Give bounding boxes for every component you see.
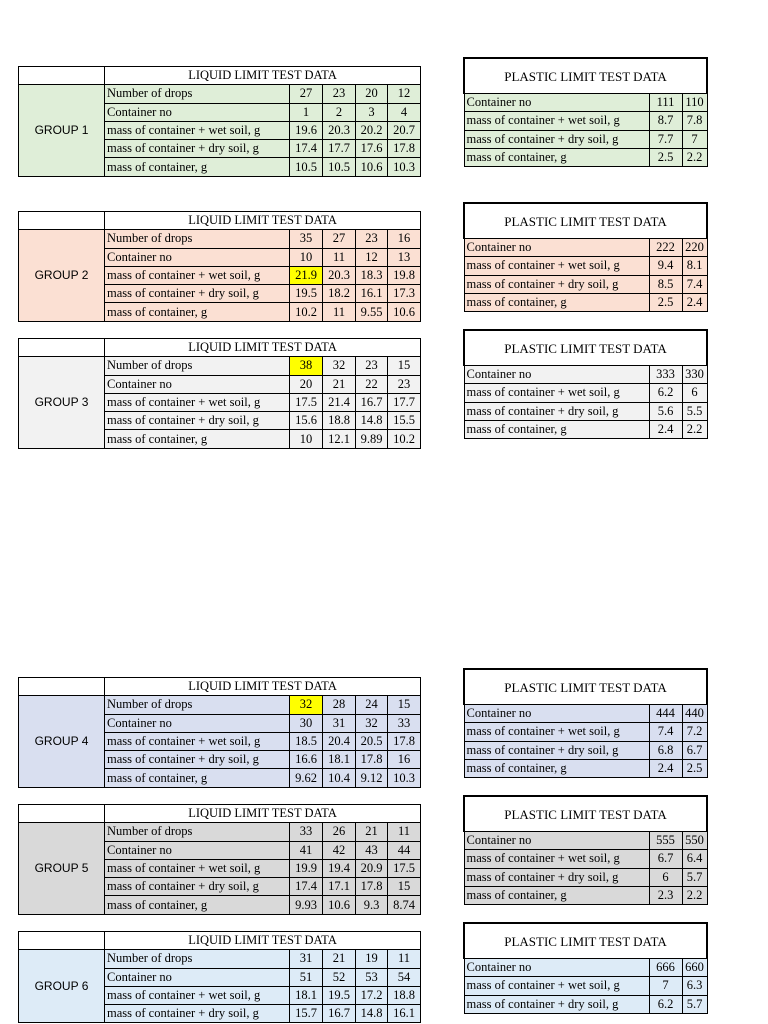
liquid-limit-title[interactable]: LIQUID LIMIT TEST DATA [105,339,421,357]
value-cell[interactable]: 16.7 [323,1005,356,1023]
group-name[interactable]: GROUP 3 [19,357,105,448]
row-label[interactable]: mass of container + wet soil, g [105,859,290,877]
value-cell[interactable]: 15 [388,696,421,714]
value-cell[interactable]: 222 [649,239,682,257]
value-cell[interactable]: 15 [388,357,421,375]
value-cell[interactable]: 8.7 [649,112,682,130]
value-cell[interactable]: 42 [323,841,356,859]
value-cell[interactable]: 54 [388,968,421,986]
row-label[interactable]: Container no [464,94,649,112]
value-cell[interactable]: 20 [290,375,323,393]
value-cell[interactable]: 20.7 [388,121,421,139]
row-label[interactable]: mass of container + dry soil, g [464,741,649,759]
value-cell[interactable]: 31 [290,950,323,968]
value-cell[interactable]: 9.12 [356,769,388,787]
row-label[interactable]: mass of container, g [105,769,290,787]
value-cell[interactable]: 5.6 [649,402,682,420]
value-cell[interactable]: 21 [356,823,388,841]
plastic-limit-table [463,795,708,905]
value-cell[interactable]: 15 [388,878,421,896]
liquid-limit-table [18,66,421,177]
value-cell[interactable]: 16 [388,230,421,248]
row-label[interactable]: mass of container + wet soil, g [464,384,649,402]
value-cell[interactable]: 20.4 [323,732,356,750]
value-cell[interactable]: 51 [290,968,323,986]
liquid-limit-table [18,931,421,1023]
value-cell[interactable]: 19.8 [388,266,421,284]
value-cell[interactable]: 17.3 [388,285,421,303]
row-label[interactable]: mass of container + dry soil, g [105,285,290,303]
value-cell[interactable]: 52 [323,968,356,986]
row-label[interactable]: Number of drops [105,696,290,714]
row-label[interactable]: mass of container, g [464,886,649,904]
value-cell[interactable]: 2.4 [682,293,707,311]
row-label[interactable]: Container no [105,841,290,859]
value-cell[interactable]: 2.5 [682,759,707,777]
value-cell[interactable]: 18.2 [323,285,356,303]
row-label[interactable]: Number of drops [105,230,290,248]
value-cell[interactable]: 16.7 [356,393,388,411]
value-cell[interactable]: 19.9 [290,859,323,877]
row-label[interactable]: mass of container, g [105,430,290,448]
value-cell[interactable]: 2.4 [649,759,682,777]
value-cell[interactable]: 18.3 [356,266,388,284]
value-cell[interactable]: 12.1 [323,430,356,448]
value-cell[interactable]: 18.5 [290,732,323,750]
blank-cell[interactable] [19,212,105,230]
liquid-limit-title[interactable]: LIQUID LIMIT TEST DATA [105,212,421,230]
value-cell[interactable]: 8.1 [682,257,707,275]
value-cell[interactable]: 17.6 [356,140,388,158]
value-cell[interactable]: 2.4 [649,420,682,438]
row-label[interactable]: mass of container + dry soil, g [105,412,290,430]
row-label[interactable]: mass of container, g [464,420,649,438]
value-cell[interactable]: 20.5 [356,732,388,750]
value-cell[interactable]: 2.3 [649,886,682,904]
value-cell[interactable]: 660 [682,959,707,977]
value-cell[interactable]: 5.7 [682,868,707,886]
plastic-limit-title[interactable]: PLASTIC LIMIT TEST DATA [464,203,707,239]
value-cell[interactable]: 17.8 [356,751,388,769]
value-cell[interactable]: 6.3 [682,977,707,995]
value-cell[interactable]: 12 [356,248,388,266]
value-cell[interactable]: 11 [388,950,421,968]
value-cell[interactable]: 23 [388,375,421,393]
row-label[interactable]: mass of container + dry soil, g [464,868,649,886]
row-label[interactable]: mass of container + wet soil, g [464,850,649,868]
value-cell[interactable]: 10 [290,430,323,448]
row-label[interactable]: mass of container, g [464,148,649,166]
plastic-limit-table [463,329,708,439]
row-label[interactable]: Container no [464,366,649,384]
value-cell[interactable]: 44 [388,841,421,859]
value-cell[interactable]: 6.7 [649,850,682,868]
blank-cell[interactable] [19,678,105,696]
group-name[interactable]: GROUP 1 [19,85,105,176]
value-cell[interactable]: 18.1 [323,751,356,769]
plastic-limit-table [463,202,708,312]
value-cell[interactable]: 20.3 [323,266,356,284]
value-cell[interactable]: 17.1 [323,878,356,896]
liquid-limit-table [18,804,421,915]
value-cell[interactable]: 16.1 [388,1005,421,1023]
value-cell[interactable]: 31 [323,714,356,732]
row-label[interactable]: mass of container + dry soil, g [464,402,649,420]
value-cell[interactable]: 16.1 [356,285,388,303]
plastic-limit-table [463,668,708,778]
value-cell[interactable]: 19.4 [323,859,356,877]
value-cell[interactable]: 2.2 [682,420,707,438]
value-cell[interactable]: 555 [649,832,682,850]
value-cell[interactable]: 11 [388,823,421,841]
plastic-limit-table [463,57,708,167]
value-cell[interactable]: 550 [682,832,707,850]
group-name[interactable]: GROUP 2 [19,230,105,321]
value-cell[interactable]: 6.8 [649,741,682,759]
row-label[interactable]: Container no [105,714,290,732]
value-cell[interactable]: 17.4 [290,140,323,158]
value-cell[interactable]: 111 [649,94,682,112]
value-cell[interactable]: 17.8 [388,732,421,750]
value-cell[interactable]: 16 [388,751,421,769]
value-cell[interactable]: 7 [649,977,682,995]
value-cell[interactable]: 17.2 [356,986,388,1004]
value-cell[interactable]: 7.8 [682,112,707,130]
value-cell[interactable]: 330 [682,366,707,384]
value-cell[interactable]: 7 [682,130,707,148]
row-label[interactable]: mass of container, g [105,303,290,321]
blank-cell[interactable] [19,339,105,357]
group-name[interactable]: GROUP 5 [19,823,105,914]
value-cell[interactable]: 2.2 [682,886,707,904]
value-cell[interactable]: 10.5 [323,158,356,176]
value-cell[interactable]: 5.5 [682,402,707,420]
value-cell[interactable]: 7.4 [682,275,707,293]
liquid-limit-title[interactable]: LIQUID LIMIT TEST DATA [105,932,421,950]
value-cell[interactable]: 220 [682,239,707,257]
group-name[interactable]: GROUP 6 [19,950,105,1023]
value-cell[interactable]: 11 [323,303,356,321]
value-cell[interactable]: 6.4 [682,850,707,868]
value-cell[interactable]: 4 [388,103,421,121]
value-cell[interactable]: 6 [649,868,682,886]
row-label[interactable]: Container no [464,705,649,723]
plastic-limit-title[interactable]: PLASTIC LIMIT TEST DATA [464,923,707,959]
value-cell[interactable]: 18.8 [388,986,421,1004]
value-cell[interactable]: 9.3 [356,896,388,914]
value-cell[interactable]: 15.6 [290,412,323,430]
value-cell[interactable]: 19.5 [290,285,323,303]
row-label[interactable]: mass of container + wet soil, g [464,112,649,130]
value-cell[interactable]: 17.4 [290,878,323,896]
value-cell[interactable]: 22 [356,375,388,393]
row-label[interactable]: mass of container + dry soil, g [105,878,290,896]
value-cell[interactable]: 9.62 [290,769,323,787]
row-label[interactable]: mass of container + wet soil, g [105,393,290,411]
value-cell[interactable]: 10.4 [323,769,356,787]
row-label[interactable]: Number of drops [105,357,290,375]
row-label[interactable]: mass of container + wet soil, g [464,977,649,995]
value-cell[interactable]: 20.9 [356,859,388,877]
liquid-limit-title[interactable]: LIQUID LIMIT TEST DATA [105,678,421,696]
value-cell[interactable]: 24 [356,696,388,714]
value-cell[interactable]: 27 [323,230,356,248]
value-cell[interactable]: 10.3 [388,769,421,787]
value-cell[interactable]: 18.1 [290,986,323,1004]
value-cell[interactable]: 10.6 [356,158,388,176]
value-cell[interactable]: 20.3 [323,121,356,139]
row-label[interactable]: Container no [105,968,290,986]
row-label[interactable]: mass of container + wet soil, g [464,723,649,741]
value-cell[interactable]: 6 [682,384,707,402]
plastic-limit-title[interactable]: PLASTIC LIMIT TEST DATA [464,796,707,832]
value-cell[interactable]: 13 [388,248,421,266]
value-cell[interactable]: 15.5 [388,412,421,430]
row-label[interactable]: Number of drops [105,823,290,841]
value-cell[interactable]: 6.2 [649,995,682,1013]
value-cell[interactable]: 666 [649,959,682,977]
value-cell[interactable]: 333 [649,366,682,384]
row-label[interactable]: mass of container, g [464,759,649,777]
value-cell[interactable]: 14.8 [356,1005,388,1023]
plastic-limit-title[interactable]: PLASTIC LIMIT TEST DATA [464,669,707,705]
value-cell[interactable]: 53 [356,968,388,986]
value-cell[interactable]: 16.6 [290,751,323,769]
value-cell[interactable]: 9.4 [649,257,682,275]
row-label[interactable]: Container no [105,375,290,393]
row-label[interactable]: mass of container + wet soil, g [105,266,290,284]
value-cell[interactable]: 10.3 [388,158,421,176]
value-cell[interactable]: 17.7 [388,393,421,411]
value-cell[interactable]: 23 [356,230,388,248]
row-label[interactable]: mass of container + wet soil, g [464,257,649,275]
row-label[interactable]: mass of container + dry soil, g [464,275,649,293]
value-cell[interactable]: 9.55 [356,303,388,321]
value-cell[interactable]: 12 [388,85,421,103]
value-cell[interactable]: 10 [290,248,323,266]
value-cell[interactable]: 10.6 [323,896,356,914]
blank-cell[interactable] [19,805,105,823]
value-cell[interactable]: 8.5 [649,275,682,293]
value-cell[interactable]: 440 [682,705,707,723]
value-cell[interactable]: 11 [323,248,356,266]
value-cell[interactable]: 32 [323,357,356,375]
liquid-limit-title[interactable]: LIQUID LIMIT TEST DATA [105,805,421,823]
value-cell[interactable]: 2 [323,103,356,121]
value-cell[interactable]: 5.7 [682,995,707,1013]
value-cell[interactable]: 3 [356,103,388,121]
value-cell[interactable]: 10.6 [388,303,421,321]
value-cell[interactable]: 8.74 [388,896,421,914]
value-cell[interactable]: 2.5 [649,293,682,311]
row-label[interactable]: mass of container + dry soil, g [105,751,290,769]
row-label[interactable]: Container no [105,248,290,266]
value-cell[interactable]: 32 [356,714,388,732]
value-cell[interactable]: 20 [356,85,388,103]
value-cell[interactable]: 19.5 [323,986,356,1004]
value-cell[interactable]: 9.93 [290,896,323,914]
value-cell[interactable]: 10.2 [290,303,323,321]
value-cell[interactable]: 6.2 [649,384,682,402]
blank-cell[interactable] [19,932,105,950]
value-cell[interactable]: 110 [682,94,707,112]
value-cell[interactable]: 23 [323,85,356,103]
row-label[interactable]: mass of container, g [464,293,649,311]
value-cell[interactable]: 9.89 [356,430,388,448]
value-cell[interactable]: 6.7 [682,741,707,759]
value-cell[interactable]: 21.4 [323,393,356,411]
value-cell[interactable]: 35 [290,230,323,248]
row-label[interactable]: Container no [464,832,649,850]
group-name[interactable]: GROUP 4 [19,696,105,787]
row-label[interactable]: mass of container + dry soil, g [105,140,290,158]
value-cell[interactable]: 33 [290,823,323,841]
blank-cell[interactable] [19,67,105,85]
value-cell[interactable]: 10.5 [290,158,323,176]
value-cell[interactable]: 41 [290,841,323,859]
row-label[interactable]: Container no [464,959,649,977]
value-cell[interactable]: 23 [356,357,388,375]
plastic-limit-title[interactable]: PLASTIC LIMIT TEST DATA [464,330,707,366]
value-cell[interactable]: 7.2 [682,723,707,741]
value-cell[interactable]: 7.4 [649,723,682,741]
row-label[interactable]: mass of container + wet soil, g [105,986,290,1004]
row-label[interactable]: mass of container, g [105,158,290,176]
value-cell[interactable]: 14.8 [356,412,388,430]
value-cell[interactable]: 19.6 [290,121,323,139]
value-cell[interactable]: 19 [356,950,388,968]
liquid-limit-table [18,211,421,322]
value-cell[interactable]: 17.8 [388,140,421,158]
value-cell[interactable]: 7.7 [649,130,682,148]
liquid-limit-table [18,677,421,788]
value-cell[interactable]: 10.2 [388,430,421,448]
value-cell[interactable]: 26 [323,823,356,841]
row-label[interactable]: mass of container + dry soil, g [464,995,649,1013]
value-cell[interactable]: 17.7 [323,140,356,158]
row-label[interactable]: Number of drops [105,85,290,103]
plastic-limit-table [463,922,708,1014]
value-cell[interactable]: 15.7 [290,1005,323,1023]
liquid-limit-table [18,338,421,449]
value-cell[interactable]: 38 [290,357,323,375]
plastic-limit-title[interactable]: PLASTIC LIMIT TEST DATA [464,58,707,94]
row-label[interactable]: Container no [105,103,290,121]
value-cell[interactable]: 2.2 [682,148,707,166]
value-cell[interactable]: 30 [290,714,323,732]
value-cell[interactable]: 28 [323,696,356,714]
row-label[interactable]: mass of container + dry soil, g [105,1005,290,1023]
row-label[interactable]: Number of drops [105,950,290,968]
value-cell[interactable]: 18.8 [323,412,356,430]
row-label[interactable]: mass of container + dry soil, g [464,130,649,148]
row-label[interactable]: mass of container, g [105,896,290,914]
value-cell[interactable]: 444 [649,705,682,723]
value-cell[interactable]: 21.9 [290,266,323,284]
value-cell[interactable]: 17.8 [356,878,388,896]
value-cell[interactable]: 21 [323,375,356,393]
value-cell[interactable]: 17.5 [290,393,323,411]
value-cell[interactable]: 33 [388,714,421,732]
row-label[interactable]: mass of container + wet soil, g [105,732,290,750]
value-cell[interactable]: 20.2 [356,121,388,139]
value-cell[interactable]: 27 [290,85,323,103]
value-cell[interactable]: 21 [323,950,356,968]
value-cell[interactable]: 17.5 [388,859,421,877]
row-label[interactable]: Container no [464,239,649,257]
value-cell[interactable]: 32 [290,696,323,714]
liquid-limit-title[interactable]: LIQUID LIMIT TEST DATA [105,67,421,85]
value-cell[interactable]: 1 [290,103,323,121]
value-cell[interactable]: 2.5 [649,148,682,166]
value-cell[interactable]: 43 [356,841,388,859]
row-label[interactable]: mass of container + wet soil, g [105,121,290,139]
